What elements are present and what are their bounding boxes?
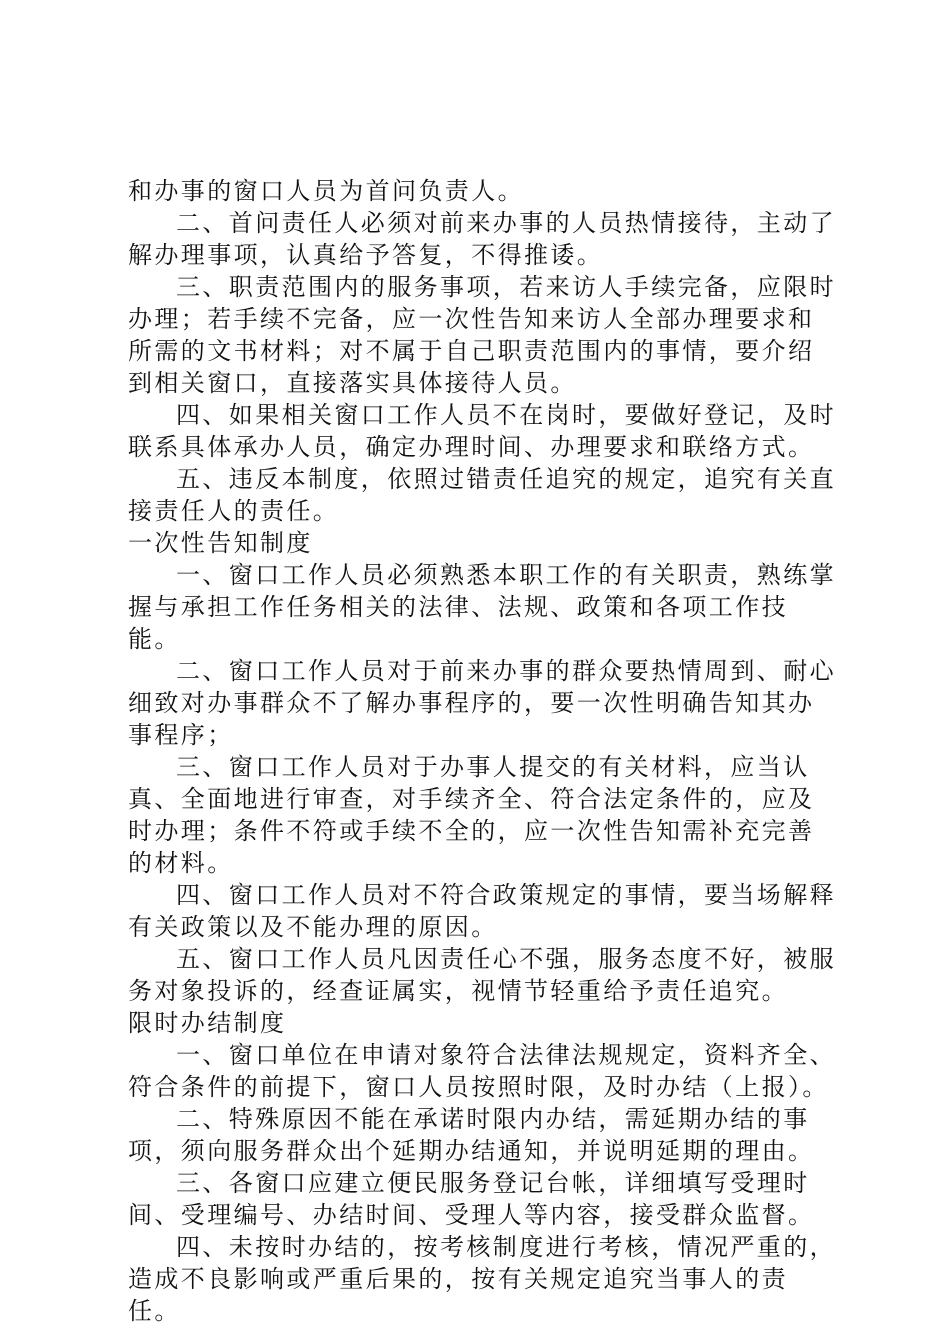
paragraph: 和办事的窗口人员为首问负责人。	[128, 177, 524, 205]
paragraph: 二、窗口工作人员对于前来办事的群众要热情周到、耐心细致对办事群众不了解办事程序的，要一次性明确告知其办事程序；	[128, 657, 836, 749]
section-heading: 限时办结制度	[128, 1009, 287, 1037]
paragraph: 四、窗口工作人员对不符合政策规定的事情，要当场解释有关政策以及不能办理的原因。	[128, 881, 836, 941]
paragraph: 四、如果相关窗口工作人员不在岗时，要做好登记，及时联系具体承办人员，确定办理时间、办理要求和联络方式。	[128, 401, 836, 461]
paragraph: 二、首问责任人必须对前来办事的人员热情接待，主动了解办理事项，认真给予答复，不得推诿。	[128, 209, 836, 269]
paragraph: 三、职责范围内的服务事项，若来访人手续完备，应限时办理；若手续不完备，应一次性告知来访人全部办理要求和所需的文书材料；对不属于自己职责范围内的事情，要介绍到相关窗口，直接落实具体接待人员。	[128, 273, 836, 397]
section-heading: 一次性告知制度	[128, 529, 313, 557]
document-body	[128, 175, 836, 1327]
paragraph: 四、未按时办结的，按考核制度进行考核，情况严重的，造成不良影响或严重后果的，按有关规定追究当事人的责任。	[128, 1233, 836, 1325]
paragraph: 三、窗口工作人员对于办事人提交的有关材料，应当认真、全面地进行审查，对手续齐全、符合法定条件的，应及时办理；条件不符或手续不全的，应一次性告知需补充完善的材料。	[128, 753, 815, 877]
paragraph: 一、窗口单位在申请对象符合法律法规规定，资料齐全、符合条件的前提下，窗口人员按照时限，及时办结（上报）。	[128, 1041, 836, 1101]
paragraph: 五、窗口工作人员凡因责任心不强，服务态度不好，被服务对象投诉的，经查证属实，视情节轻重给予责任追究。	[128, 945, 836, 1005]
paragraph: 三、各窗口应建立便民服务登记台帐，详细填写受理时间、受理编号、办结时间、受理人等内容，接受群众监督。	[128, 1169, 815, 1229]
paragraph: 二、特殊原因不能在承诺时限内办结，需延期办结的事项，须向服务群众出个延期办结通知，并说明延期的理由。	[128, 1105, 815, 1165]
paragraph: 一、窗口工作人员必须熟悉本职工作的有关职责，熟练掌握与承担工作任务相关的法律、法规、政策和各项工作技能。	[128, 561, 836, 653]
paragraph: 五、违反本制度，依照过错责任追究的规定，追究有关直接责任人的责任。	[128, 465, 836, 525]
